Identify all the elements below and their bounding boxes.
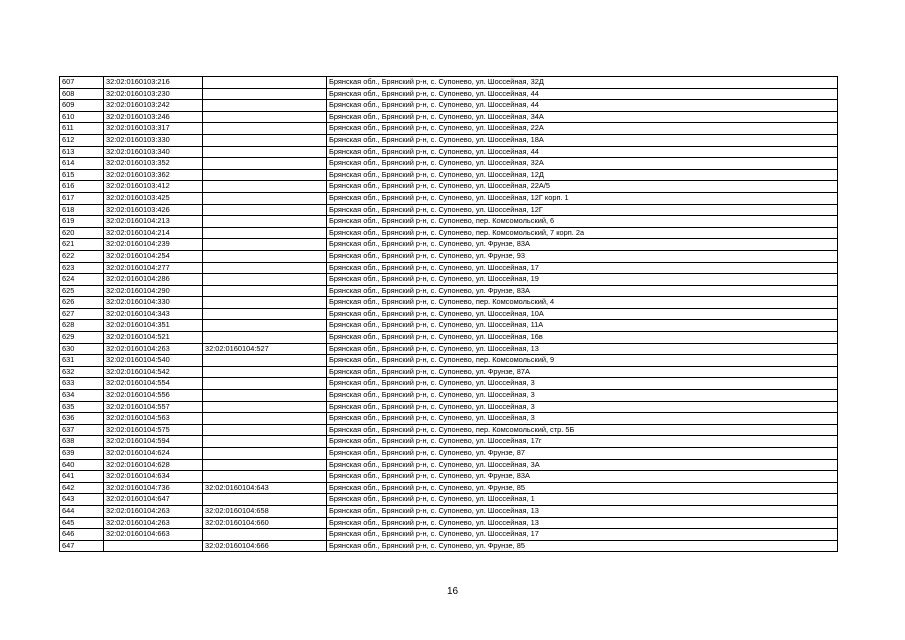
related-cadastral-number-cell: [203, 332, 327, 344]
address-cell: Брянская обл., Брянский р-н, с. Супонево, ул. Фрунзе, 85: [327, 482, 838, 494]
table-row: [60, 390, 838, 402]
related-cadastral-number-cell: [203, 216, 327, 228]
related-cadastral-number-cell: [203, 192, 327, 204]
row-number-cell: 622: [60, 250, 104, 262]
table-row: [60, 413, 838, 425]
cadastral-number-cell: 32:02:0160103:216: [104, 77, 203, 89]
address-cell: Брянская обл., Брянский р-н, с. Супонево, ул. Фрунзе, 83А: [327, 285, 838, 297]
row-number-cell: 620: [60, 227, 104, 239]
cadastral-number-cell: 32:02:0160103:340: [104, 146, 203, 158]
cadastral-number-cell: 32:02:0160104:277: [104, 262, 203, 274]
row-number-cell: 635: [60, 401, 104, 413]
table-row: [60, 424, 838, 436]
related-cadastral-number-cell: [203, 390, 327, 402]
address-cell: Брянская обл., Брянский р-н, с. Супонево, ул. Шоссейная, 12Г корп. 1: [327, 192, 838, 204]
address-cell: Брянская обл., Брянский р-н, с. Супонево, ул. Шоссейная, 13: [327, 343, 838, 355]
cadastral-number-cell: 32:02:0160104:628: [104, 459, 203, 471]
address-cell: Брянская обл., Брянский р-н, с. Супонево, пер. Комсомольский, 6: [327, 216, 838, 228]
table-row: [60, 285, 838, 297]
cadastral-number-cell: 32:02:0160104:575: [104, 424, 203, 436]
row-number-cell: 616: [60, 181, 104, 193]
cadastral-number-cell: 32:02:0160104:647: [104, 494, 203, 506]
address-cell: Брянская обл., Брянский р-н, с. Супонево, ул. Шоссейная, 3: [327, 390, 838, 402]
cadastral-number-cell: 32:02:0160103:412: [104, 181, 203, 193]
cadastral-number-cell: [104, 540, 203, 552]
address-cell: Брянская обл., Брянский р-н, с. Супонево, ул. Шоссейная, 17: [327, 529, 838, 541]
related-cadastral-number-cell: 32:02:0160104:527: [203, 343, 327, 355]
cadastral-number-cell: 32:02:0160104:521: [104, 332, 203, 344]
row-number-cell: 627: [60, 308, 104, 320]
table-row: [60, 181, 838, 193]
cadastral-number-cell: 32:02:0160103:362: [104, 169, 203, 181]
address-cell: Брянская обл., Брянский р-н, с. Супонево, ул. Шоссейная, 32А: [327, 158, 838, 170]
related-cadastral-number-cell: 32:02:0160104:666: [203, 540, 327, 552]
address-cell: Брянская обл., Брянский р-н, с. Супонево, ул. Шоссейная, 3: [327, 378, 838, 390]
cadastral-number-cell: 32:02:0160104:563: [104, 413, 203, 425]
address-cell: Брянская обл., Брянский р-н, с. Супонево, ул. Шоссейная, 17: [327, 262, 838, 274]
address-cell: Брянская обл., Брянский р-н, с. Супонево, ул. Шоссейная, 44: [327, 146, 838, 158]
cadastral-number-cell: 32:02:0160104:254: [104, 250, 203, 262]
related-cadastral-number-cell: [203, 239, 327, 251]
table-row: [60, 517, 838, 529]
related-cadastral-number-cell: [203, 355, 327, 367]
address-cell: Брянская обл., Брянский р-н, с. Супонево, ул. Фрунзе, 87А: [327, 366, 838, 378]
row-number-cell: 634: [60, 390, 104, 402]
table-row: [60, 262, 838, 274]
cadastral-number-cell: 32:02:0160103:352: [104, 158, 203, 170]
address-cell: Брянская обл., Брянский р-н, с. Супонево, ул. Шоссейная, 12Г: [327, 204, 838, 216]
row-number-cell: 644: [60, 505, 104, 517]
related-cadastral-number-cell: [203, 459, 327, 471]
cadastral-number-cell: 32:02:0160104:330: [104, 297, 203, 309]
address-cell: Брянская обл., Брянский р-н, с. Супонево, пер. Комсомольский, 7 корп. 2а: [327, 227, 838, 239]
cadastral-number-cell: 32:02:0160104:263: [104, 517, 203, 529]
row-number-cell: 645: [60, 517, 104, 529]
cadastral-number-cell: 32:02:0160104:594: [104, 436, 203, 448]
table-row: [60, 332, 838, 344]
row-number-cell: 617: [60, 192, 104, 204]
related-cadastral-number-cell: [203, 262, 327, 274]
related-cadastral-number-cell: [203, 320, 327, 332]
cadastral-number-cell: 32:02:0160104:557: [104, 401, 203, 413]
address-cell: Брянская обл., Брянский р-н, с. Супонево, пер. Комсомольский, 4: [327, 297, 838, 309]
table-row: [60, 540, 838, 552]
row-number-cell: 630: [60, 343, 104, 355]
address-cell: Брянская обл., Брянский р-н, с. Супонево, ул. Шоссейная, 19: [327, 274, 838, 286]
table-row: [60, 436, 838, 448]
table-row: [60, 320, 838, 332]
cadastral-number-cell: 32:02:0160103:230: [104, 88, 203, 100]
related-cadastral-number-cell: [203, 401, 327, 413]
row-number-cell: 611: [60, 123, 104, 135]
cadastral-number-cell: 32:02:0160104:263: [104, 505, 203, 517]
table-row: [60, 216, 838, 228]
related-cadastral-number-cell: [203, 308, 327, 320]
cadastral-number-cell: 32:02:0160103:246: [104, 111, 203, 123]
cadastral-number-cell: 32:02:0160103:426: [104, 204, 203, 216]
row-number-cell: 612: [60, 134, 104, 146]
table-row: [60, 401, 838, 413]
address-cell: Брянская обл., Брянский р-н, с. Супонево, ул. Шоссейная, 34А: [327, 111, 838, 123]
table-row: [60, 378, 838, 390]
related-cadastral-number-cell: [203, 436, 327, 448]
page-number: 16: [446, 586, 459, 597]
cadastral-number-cell: 32:02:0160104:554: [104, 378, 203, 390]
related-cadastral-number-cell: [203, 158, 327, 170]
cadastral-number-cell: 32:02:0160104:290: [104, 285, 203, 297]
related-cadastral-number-cell: [203, 111, 327, 123]
table-row: [60, 308, 838, 320]
table-row: [60, 494, 838, 506]
address-cell: Брянская обл., Брянский р-н, с. Супонево, ул. Шоссейная, 17г: [327, 436, 838, 448]
row-number-cell: 647: [60, 540, 104, 552]
table-row: [60, 204, 838, 216]
table-row: [60, 505, 838, 517]
row-number-cell: 629: [60, 332, 104, 344]
related-cadastral-number-cell: [203, 77, 327, 89]
row-number-cell: 623: [60, 262, 104, 274]
table-row: [60, 482, 838, 494]
cadastral-number-cell: 32:02:0160104:634: [104, 471, 203, 483]
address-cell: Брянская обл., Брянский р-н, с. Супонево, ул. Шоссейная, 16в: [327, 332, 838, 344]
related-cadastral-number-cell: [203, 413, 327, 425]
address-cell: Брянская обл., Брянский р-н, с. Супонево, ул. Фрунзе, 93: [327, 250, 838, 262]
row-number-cell: 633: [60, 378, 104, 390]
row-number-cell: 632: [60, 366, 104, 378]
table-body: [60, 77, 838, 552]
related-cadastral-number-cell: [203, 471, 327, 483]
table-row: [60, 134, 838, 146]
address-cell: Брянская обл., Брянский р-н, с. Супонево, ул. Шоссейная, 12Д: [327, 169, 838, 181]
related-cadastral-number-cell: [203, 366, 327, 378]
row-number-cell: 631: [60, 355, 104, 367]
related-cadastral-number-cell: [203, 100, 327, 112]
address-cell: Брянская обл., Брянский р-н, с. Супонево, ул. Шоссейная, 3: [327, 413, 838, 425]
cadastral-number-cell: 32:02:0160104:663: [104, 529, 203, 541]
cadastral-number-cell: 32:02:0160104:213: [104, 216, 203, 228]
table-row: [60, 343, 838, 355]
table-row: [60, 123, 838, 135]
table-row: [60, 100, 838, 112]
table-row: [60, 146, 838, 158]
cadastral-number-cell: 32:02:0160104:624: [104, 448, 203, 460]
row-number-cell: 619: [60, 216, 104, 228]
related-cadastral-number-cell: [203, 494, 327, 506]
address-cell: Брянская обл., Брянский р-н, с. Супонево, ул. Шоссейная, 1: [327, 494, 838, 506]
cadastral-number-cell: 32:02:0160103:317: [104, 123, 203, 135]
table-row: [60, 158, 838, 170]
related-cadastral-number-cell: [203, 227, 327, 239]
related-cadastral-number-cell: [203, 285, 327, 297]
related-cadastral-number-cell: 32:02:0160104:660: [203, 517, 327, 529]
related-cadastral-number-cell: [203, 250, 327, 262]
table-row: [60, 88, 838, 100]
address-cell: Брянская обл., Брянский р-н, с. Супонево, ул. Шоссейная, 44: [327, 100, 838, 112]
row-number-cell: 639: [60, 448, 104, 460]
address-cell: Брянская обл., Брянский р-н, с. Супонево, ул. Фрунзе, 83А: [327, 471, 838, 483]
related-cadastral-number-cell: [203, 297, 327, 309]
related-cadastral-number-cell: [203, 378, 327, 390]
cadastral-registry-table: [59, 76, 838, 552]
related-cadastral-number-cell: [203, 88, 327, 100]
row-number-cell: 625: [60, 285, 104, 297]
related-cadastral-number-cell: 32:02:0160104:643: [203, 482, 327, 494]
table-row: [60, 111, 838, 123]
row-number-cell: 646: [60, 529, 104, 541]
related-cadastral-number-cell: [203, 529, 327, 541]
row-number-cell: 637: [60, 424, 104, 436]
cadastral-number-cell: 32:02:0160104:540: [104, 355, 203, 367]
table-row: [60, 77, 838, 89]
address-cell: Брянская обл., Брянский р-н, с. Супонево, ул. Шоссейная, 13: [327, 505, 838, 517]
address-cell: Брянская обл., Брянский р-н, с. Супонево, пер. Комсомольский, стр. 5Б: [327, 424, 838, 436]
table-row: [60, 529, 838, 541]
cadastral-number-cell: 32:02:0160104:239: [104, 239, 203, 251]
related-cadastral-number-cell: [203, 424, 327, 436]
table-row: [60, 366, 838, 378]
row-number-cell: 618: [60, 204, 104, 216]
address-cell: Брянская обл., Брянский р-н, с. Супонево, ул. Шоссейная, 44: [327, 88, 838, 100]
cadastral-number-cell: 32:02:0160104:736: [104, 482, 203, 494]
row-number-cell: 610: [60, 111, 104, 123]
address-cell: Брянская обл., Брянский р-н, с. Супонево, ул. Фрунзе, 85: [327, 540, 838, 552]
row-number-cell: 624: [60, 274, 104, 286]
row-number-cell: 636: [60, 413, 104, 425]
table-row: [60, 239, 838, 251]
table-row: [60, 355, 838, 367]
cadastral-number-cell: 32:02:0160104:351: [104, 320, 203, 332]
cadastral-number-cell: 32:02:0160103:330: [104, 134, 203, 146]
table-row: [60, 297, 838, 309]
row-number-cell: 621: [60, 239, 104, 251]
table-row: [60, 250, 838, 262]
related-cadastral-number-cell: [203, 181, 327, 193]
address-cell: Брянская обл., Брянский р-н, с. Супонево, ул. Шоссейная, 18А: [327, 134, 838, 146]
table-row: [60, 227, 838, 239]
address-cell: Брянская обл., Брянский р-н, с. Супонево, ул. Фрунзе, 87: [327, 448, 838, 460]
row-number-cell: 608: [60, 88, 104, 100]
row-number-cell: 615: [60, 169, 104, 181]
cadastral-number-cell: 32:02:0160104:214: [104, 227, 203, 239]
row-number-cell: 642: [60, 482, 104, 494]
row-number-cell: 640: [60, 459, 104, 471]
cadastral-number-cell: 32:02:0160104:556: [104, 390, 203, 402]
address-cell: Брянская обл., Брянский р-н, с. Супонево, ул. Шоссейная, 32Д: [327, 77, 838, 89]
related-cadastral-number-cell: [203, 274, 327, 286]
row-number-cell: 607: [60, 77, 104, 89]
table-row: [60, 274, 838, 286]
cadastral-number-cell: 32:02:0160104:286: [104, 274, 203, 286]
related-cadastral-number-cell: [203, 204, 327, 216]
cadastral-number-cell: 32:02:0160103:425: [104, 192, 203, 204]
row-number-cell: 626: [60, 297, 104, 309]
row-number-cell: 641: [60, 471, 104, 483]
row-number-cell: 643: [60, 494, 104, 506]
address-cell: Брянская обл., Брянский р-н, с. Супонево, ул. Шоссейная, 11А: [327, 320, 838, 332]
row-number-cell: 613: [60, 146, 104, 158]
address-cell: Брянская обл., Брянский р-н, с. Супонево, ул. Шоссейная, 22А/5: [327, 181, 838, 193]
table-row: [60, 459, 838, 471]
related-cadastral-number-cell: [203, 134, 327, 146]
row-number-cell: 609: [60, 100, 104, 112]
cadastral-number-cell: 32:02:0160104:542: [104, 366, 203, 378]
address-cell: Брянская обл., Брянский р-н, с. Супонево, ул. Шоссейная, 3: [327, 401, 838, 413]
table-row: [60, 192, 838, 204]
table-row: [60, 471, 838, 483]
row-number-cell: 628: [60, 320, 104, 332]
row-number-cell: 638: [60, 436, 104, 448]
related-cadastral-number-cell: 32:02:0160104:658: [203, 505, 327, 517]
related-cadastral-number-cell: [203, 448, 327, 460]
address-cell: Брянская обл., Брянский р-н, с. Супонево, ул. Шоссейная, 13: [327, 517, 838, 529]
address-cell: Брянская обл., Брянский р-н, с. Супонево, ул. Шоссейная, 10А: [327, 308, 838, 320]
related-cadastral-number-cell: [203, 169, 327, 181]
related-cadastral-number-cell: [203, 123, 327, 135]
address-cell: Брянская обл., Брянский р-н, с. Супонево, ул. Шоссейная, 22А: [327, 123, 838, 135]
cadastral-number-cell: 32:02:0160104:263: [104, 343, 203, 355]
table-row: [60, 169, 838, 181]
address-cell: Брянская обл., Брянский р-н, с. Супонево, ул. Фрунзе, 83А: [327, 239, 838, 251]
table-row: [60, 448, 838, 460]
cadastral-number-cell: 32:02:0160103:242: [104, 100, 203, 112]
related-cadastral-number-cell: [203, 146, 327, 158]
address-cell: Брянская обл., Брянский р-н, с. Супонево, ул. Шоссейная, 3А: [327, 459, 838, 471]
row-number-cell: 614: [60, 158, 104, 170]
cadastral-number-cell: 32:02:0160104:343: [104, 308, 203, 320]
address-cell: Брянская обл., Брянский р-н, с. Супонево, пер. Комсомольский, 9: [327, 355, 838, 367]
